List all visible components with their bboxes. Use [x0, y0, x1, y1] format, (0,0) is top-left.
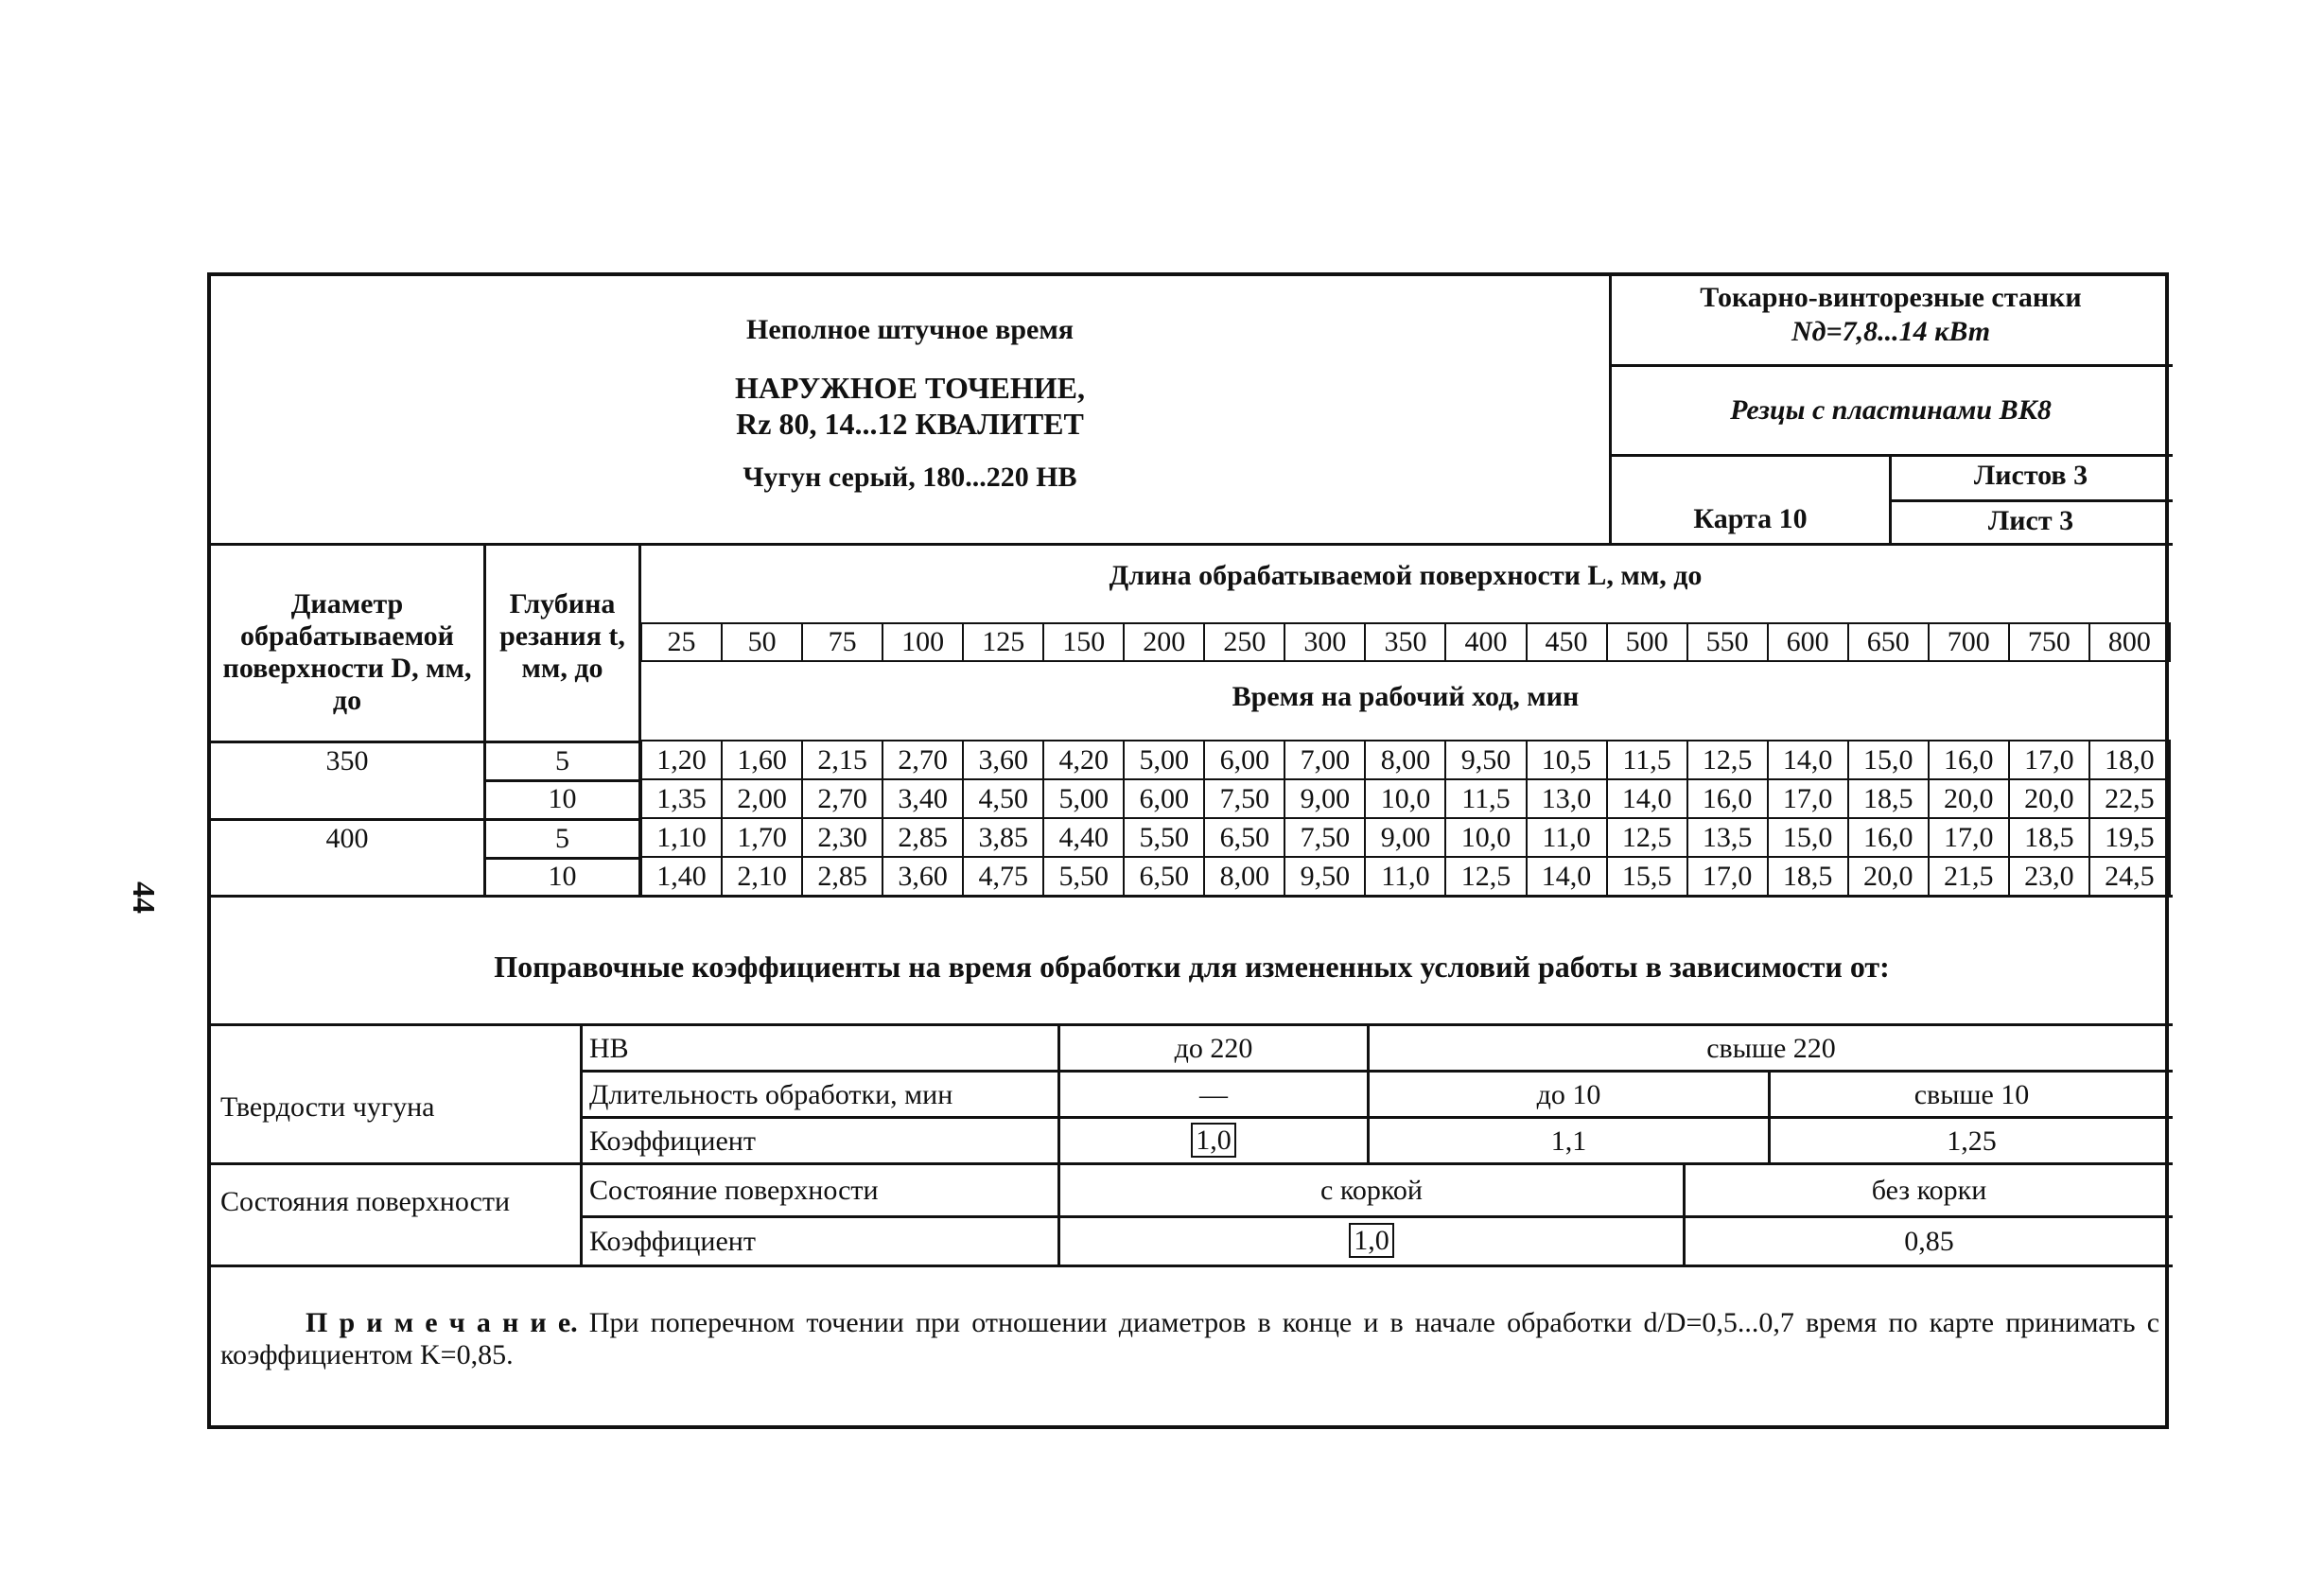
time-cell: 21,5	[1929, 857, 2009, 896]
length-col-750: 750	[2009, 623, 2089, 661]
time-cell: 23,0	[2009, 857, 2089, 896]
time-cell: 4,20	[1043, 741, 1124, 779]
card-number: Карта 10	[1693, 503, 1808, 534]
time-cell: 3,85	[963, 818, 1043, 857]
time-cell: 10,5	[1527, 741, 1607, 779]
state-crust: с коркой	[1320, 1175, 1423, 1206]
time-cell: 7,50	[1284, 818, 1365, 857]
time-cell: 18,5	[2009, 818, 2089, 857]
lengths-row	[640, 622, 2171, 662]
time-cell: 14,0	[1607, 779, 1687, 818]
time-cell: 2,70	[882, 741, 963, 779]
duration-low: —	[1199, 1079, 1228, 1110]
depth-350-10: 10	[548, 783, 577, 814]
time-cell: 2,10	[722, 857, 802, 896]
time-cell: 4,50	[963, 779, 1043, 818]
diameter-400: 400	[325, 823, 369, 854]
time-cell: 12,5	[1687, 741, 1768, 779]
time-cell: 4,40	[1043, 818, 1124, 857]
time-cell: 9,00	[1365, 818, 1445, 857]
corrections-title: Поправочные коэффициенты на время обработки для измененных условий работы в зависимости от:	[494, 950, 1890, 984]
time-cell: 20,0	[1848, 857, 1929, 896]
header-title-2: Rz 80, 14...12 КВАЛИТЕТ	[736, 407, 1084, 441]
length-col-250: 250	[1204, 623, 1284, 661]
coef-crust-cell	[1060, 1225, 1683, 1257]
length-col-25: 25	[641, 623, 722, 661]
time-cell: 11,0	[1365, 857, 1445, 896]
time-cell: 15,0	[1848, 741, 1929, 779]
time-cell: 14,0	[1527, 857, 1607, 896]
time-cell: 3,40	[882, 779, 963, 818]
row-surface-state: Состояние поверхности	[589, 1175, 879, 1206]
sheet-number: Лист 3	[1987, 505, 2074, 536]
time-cell: 9,00	[1284, 779, 1365, 818]
length-col-100: 100	[882, 623, 963, 661]
card-frame	[207, 272, 2169, 1429]
tools-label: Резцы с пластинами ВК8	[1730, 394, 2052, 426]
length-col-50: 50	[722, 623, 802, 661]
length-header: Длина обрабатываемой поверхности L, мм, до	[1109, 560, 1703, 591]
length-col-350: 350	[1365, 623, 1445, 661]
time-cell: 6,50	[1204, 818, 1284, 857]
col-diameter-header: Диаметр обрабатываемой поверхности D, мм, до	[222, 588, 472, 716]
coef-crust: 1,0	[1349, 1223, 1394, 1258]
time-cell: 1,60	[722, 741, 802, 779]
time-cell: 1,10	[641, 818, 722, 857]
time-cell: 1,70	[722, 818, 802, 857]
diameter-350: 350	[325, 745, 369, 776]
time-cell: 12,5	[1607, 818, 1687, 857]
length-col-450: 450	[1527, 623, 1607, 661]
header-subtitle: Неполное штучное время	[745, 314, 1075, 345]
time-cell: 1,40	[641, 857, 722, 896]
time-cell: 2,85	[882, 818, 963, 857]
time-cell: 24,5	[2089, 857, 2170, 896]
time-cell: 2,00	[722, 779, 802, 818]
time-cell: 20,0	[1929, 779, 2009, 818]
surface-label: Состояния поверхности	[220, 1186, 511, 1217]
time-cell: 7,00	[1284, 741, 1365, 779]
time-cell: 14,0	[1768, 741, 1848, 779]
machine-line-2: Nд=7,8...14 кВт	[1791, 316, 1991, 347]
hb-high: свыше 220	[1706, 1033, 1836, 1064]
table-row	[641, 857, 2170, 896]
time-cell: 15,0	[1768, 818, 1848, 857]
time-cell: 11,5	[1607, 741, 1687, 779]
time-cell: 9,50	[1445, 741, 1526, 779]
time-cell: 16,0	[1848, 818, 1929, 857]
duration-high: свыше 10	[1913, 1079, 2030, 1110]
length-col-700: 700	[1929, 623, 2009, 661]
time-cell: 2,85	[802, 857, 882, 896]
time-cell: 2,70	[802, 779, 882, 818]
time-cell: 16,0	[1929, 741, 2009, 779]
time-cell: 17,0	[2009, 741, 2089, 779]
time-cell: 11,5	[1445, 779, 1526, 818]
header-material: Чугун серый, 180...220 НВ	[743, 462, 1077, 493]
time-cell: 5,50	[1124, 818, 1204, 857]
table-row	[641, 779, 2170, 818]
length-col-550: 550	[1687, 623, 1768, 661]
time-cell: 17,0	[1687, 857, 1768, 896]
time-cell: 6,00	[1204, 741, 1284, 779]
depth-400-10: 10	[548, 861, 577, 892]
time-cell: 5,00	[1124, 741, 1204, 779]
length-col-125: 125	[963, 623, 1043, 661]
time-cell: 17,0	[1768, 779, 1848, 818]
length-col-400: 400	[1445, 623, 1526, 661]
depth-350-5: 5	[555, 745, 569, 776]
time-cell: 18,5	[1768, 857, 1848, 896]
length-col-600: 600	[1768, 623, 1848, 661]
table-row	[641, 818, 2170, 857]
row-hardness-coef: Коэффициент	[589, 1125, 756, 1157]
duration-mid: до 10	[1536, 1079, 1601, 1110]
time-values-table	[640, 740, 2171, 897]
time-cell: 2,15	[802, 741, 882, 779]
time-cell: 5,00	[1043, 779, 1124, 818]
time-cell: 17,0	[1929, 818, 2009, 857]
header-title-1: НАРУЖНОЕ ТОЧЕНИЕ,	[735, 371, 1085, 405]
time-cell: 1,35	[641, 779, 722, 818]
length-col-650: 650	[1848, 623, 1929, 661]
time-cell: 18,0	[2089, 741, 2170, 779]
time-cell: 13,5	[1687, 818, 1768, 857]
row-hb: НВ	[589, 1033, 629, 1064]
depth-400-5: 5	[555, 823, 569, 854]
coef-low: 1,0	[1191, 1123, 1236, 1158]
state-nocrust: без корки	[1871, 1175, 1987, 1206]
time-cell: 6,00	[1124, 779, 1204, 818]
time-cell: 20,0	[2009, 779, 2089, 818]
hb-low: до 220	[1174, 1033, 1253, 1064]
time-cell: 2,30	[802, 818, 882, 857]
time-cell: 6,50	[1124, 857, 1204, 896]
table-row	[641, 741, 2170, 779]
length-col-800: 800	[2089, 623, 2170, 661]
note-text: При поперечном точении при отношении диаметров в конце и в начале обработки d/D=0,5...0,7 время по карте принимать с коэффициентом K=0,85.	[220, 1307, 2160, 1370]
col-depth-header: Глубина резания t, мм, до	[499, 588, 625, 684]
note	[220, 1307, 2159, 1371]
row-surface-coef: Коэффициент	[589, 1226, 756, 1257]
time-cell: 16,0	[1687, 779, 1768, 818]
time-cell: 10,0	[1445, 818, 1526, 857]
time-cell: 3,60	[882, 857, 963, 896]
time-cell: 13,0	[1527, 779, 1607, 818]
length-col-75: 75	[802, 623, 882, 661]
time-cell: 3,60	[963, 741, 1043, 779]
time-cell: 10,0	[1365, 779, 1445, 818]
length-col-300: 300	[1284, 623, 1365, 661]
coef-low-cell	[1060, 1125, 1367, 1157]
time-cell: 22,5	[2089, 779, 2170, 818]
row-duration: Длительность обработки, мин	[589, 1079, 953, 1110]
hardness-label: Твердости чугуна	[220, 1091, 435, 1123]
length-col-150: 150	[1043, 623, 1124, 661]
time-cell: 15,5	[1607, 857, 1687, 896]
time-cell: 8,00	[1204, 857, 1284, 896]
time-cell: 19,5	[2089, 818, 2170, 857]
time-cell: 18,5	[1848, 779, 1929, 818]
sheets-total: Листов 3	[1973, 460, 2088, 491]
time-cell: 4,75	[963, 857, 1043, 896]
machine-line-1: Токарно-винторезные станки	[1700, 282, 2082, 313]
coef-nocrust: 0,85	[1904, 1226, 1954, 1257]
time-cell: 8,00	[1365, 741, 1445, 779]
note-label: П р и м е ч а н и е.	[306, 1307, 578, 1338]
length-col-500: 500	[1607, 623, 1687, 661]
time-cell: 7,50	[1204, 779, 1284, 818]
page-number: 44	[126, 881, 161, 914]
time-cell: 1,20	[641, 741, 722, 779]
time-cell: 5,50	[1043, 857, 1124, 896]
time-cell: 9,50	[1284, 857, 1365, 896]
time-cell: 12,5	[1445, 857, 1526, 896]
length-col-200: 200	[1124, 623, 1204, 661]
time-header: Время на рабочий ход, мин	[1232, 681, 1580, 712]
coef-high: 1,25	[1947, 1125, 1997, 1157]
time-cell: 11,0	[1527, 818, 1607, 857]
coef-mid: 1,1	[1550, 1125, 1587, 1157]
